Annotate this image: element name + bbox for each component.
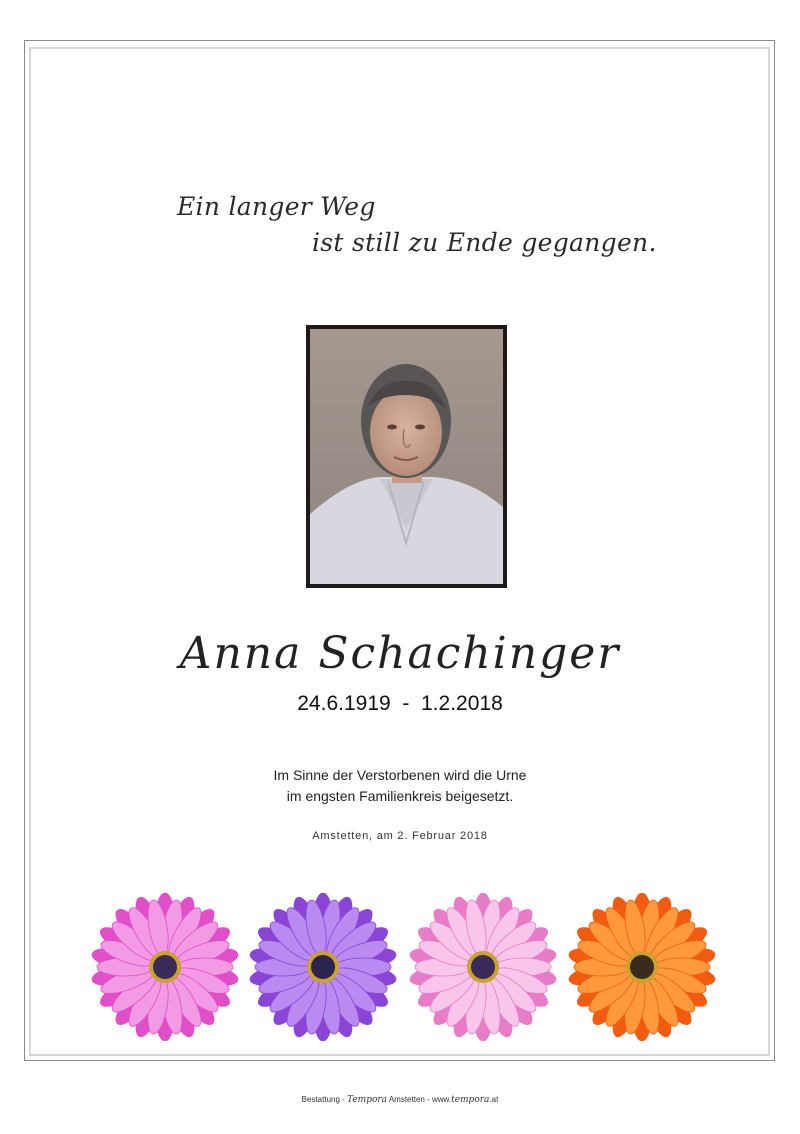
flower-magenta-icon	[91, 893, 239, 1041]
flower-orange-icon	[568, 893, 716, 1041]
life-dates: 24.6.1919 - 1.2.2018	[297, 692, 503, 715]
portrait-photo	[310, 329, 503, 584]
footer-middle: Amstetten - www.	[388, 1095, 452, 1104]
place-and-date: Amstetten, am 2. Februar 2018	[312, 830, 488, 842]
portrait-frame	[306, 325, 507, 588]
deceased-name: Anna Schachinger	[179, 628, 621, 679]
footer-credit: Bestattung - Tempora Amstetten - www.tempora.at	[301, 1095, 499, 1105]
notice-line-1: Im Sinne der Verstorbenen wird die Urne	[273, 767, 527, 783]
flower-purple-icon	[249, 893, 397, 1041]
motto-line-2: ist still zu Ende gegangen.	[312, 228, 657, 257]
footer-prefix: Bestattung	[301, 1095, 340, 1104]
footer-brand-url: tempora	[451, 1095, 490, 1105]
footer-brand: Tempora	[347, 1095, 388, 1105]
motto-line-1: Ein langer Weg	[177, 192, 376, 221]
notice-line-2: im engsten Familienkreis beigesetzt.	[286, 788, 514, 804]
flower-pink-icon	[409, 893, 557, 1041]
footer-suffix: .at	[489, 1095, 499, 1104]
